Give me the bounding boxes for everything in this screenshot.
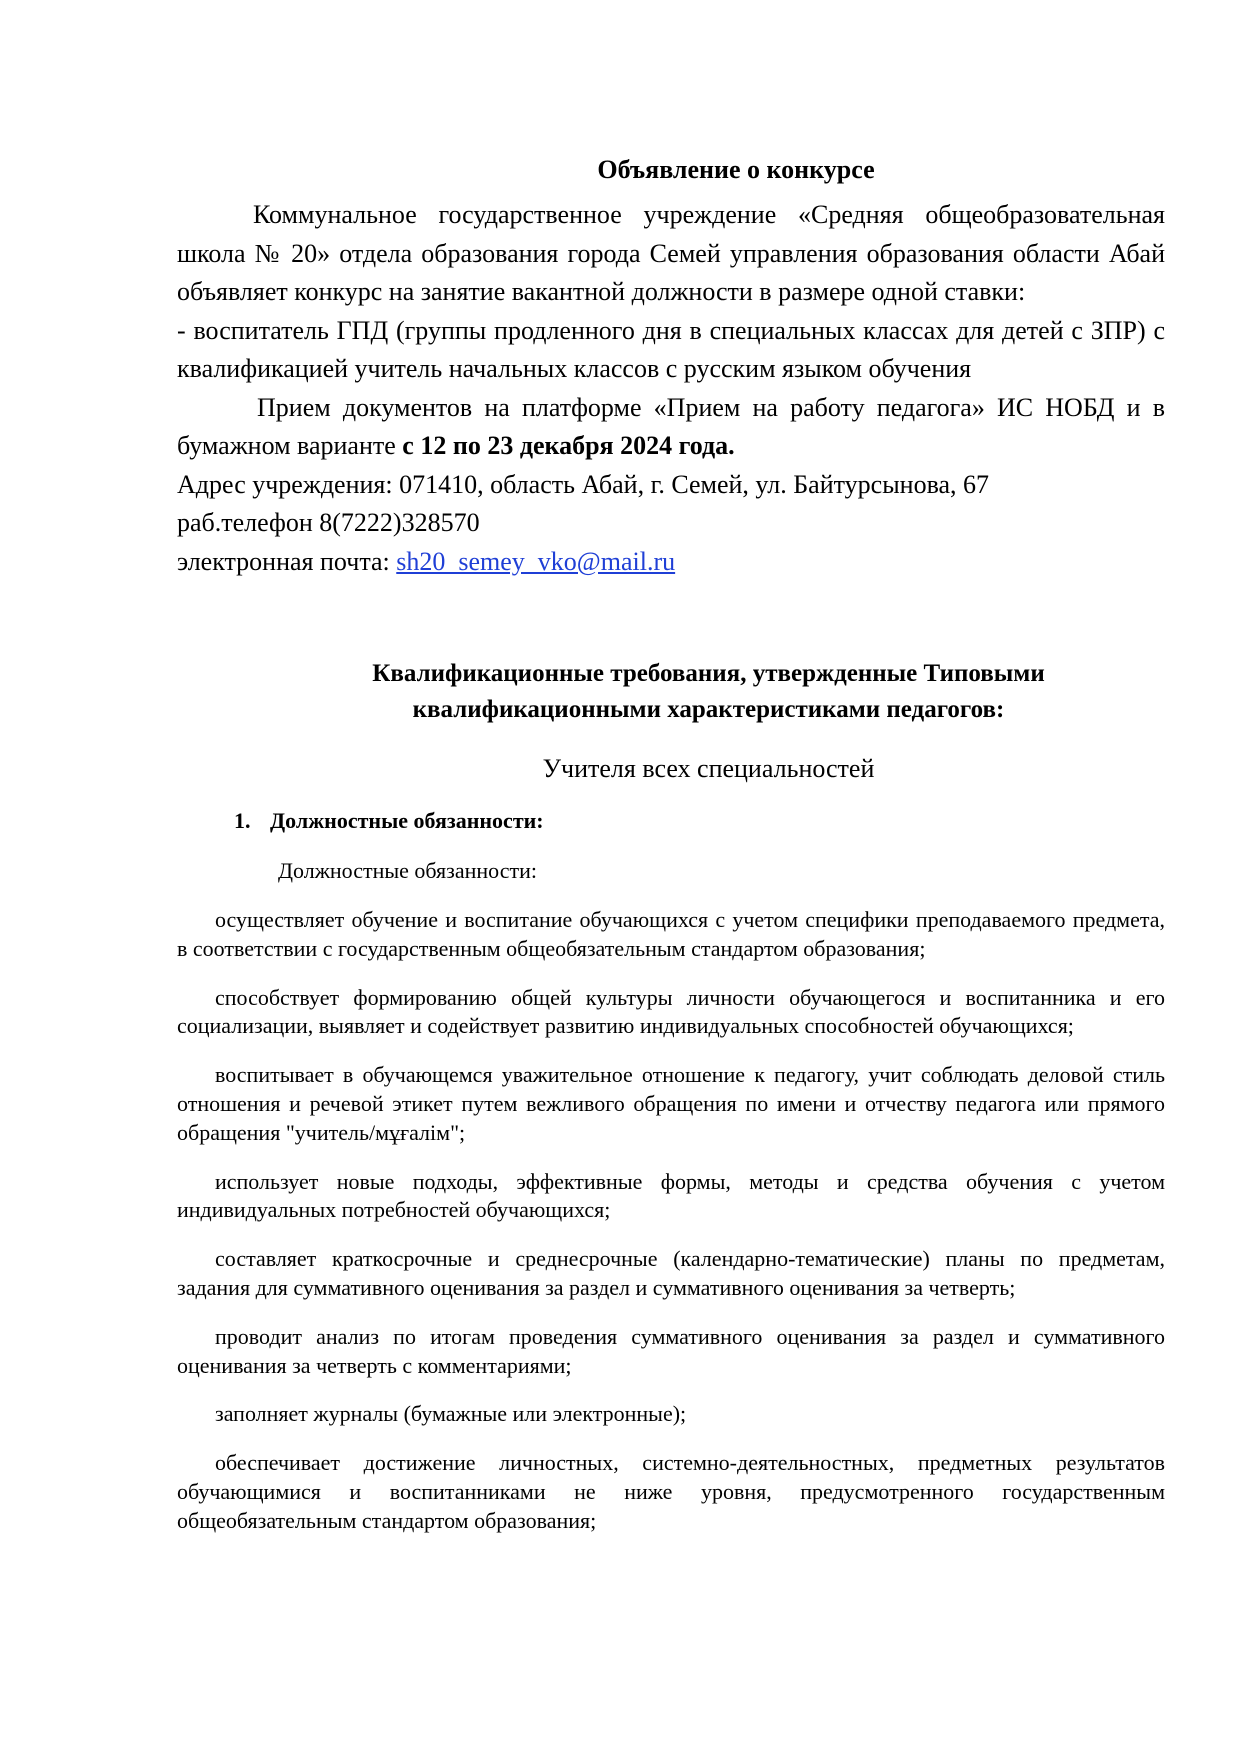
- duty-paragraph: воспитывает в обучающемся уважительное отношение к педагогу, учит соблюдать деловой стиль отношения и речевой этикет путем вежливого обращения по имени и отчеству педагога или прямого обращения "учитель/мұғалім";: [177, 1062, 1165, 1145]
- section-subheading: Должностные обязанности:: [278, 858, 537, 883]
- documents-text: Прием документов на платформе «Прием на работу педагога» ИС НОБД и в бумажном варианте: [177, 392, 1165, 460]
- documents-dates: с 12 по 23 декабря 2024 года.: [402, 431, 735, 460]
- documents-paragraph: [177, 389, 1165, 466]
- qualification-title: [177, 656, 1165, 728]
- section-number: 1.: [234, 808, 251, 833]
- duty-paragraph: заполняет журналы (бумажные или электронные);: [215, 1401, 687, 1427]
- section-heading: [234, 806, 1165, 836]
- section-title: Должностные обязанности:: [270, 808, 544, 833]
- duty-paragraph: осуществляет обучение и воспитание обучающихся с учетом специфики преподаваемого предмета, в соответствии с государственным общеобязательным стандартом образования;: [177, 907, 1165, 961]
- duty-paragraph: составляет краткосрочные и среднесрочные (календарно-тематические) планы по предметам, задания для суммативного оценивания за раздел и суммативного оценивания за четверть;: [177, 1246, 1165, 1300]
- email-link[interactable]: sh20_semey_vko@mail.ru: [396, 546, 676, 576]
- duty-paragraph: способствует формированию общей культуры личности обучающегося и воспитанника и его социализации, выявляет и содействует развитию индивидуальных способностей обучающихся;: [177, 984, 1165, 1039]
- qualification-title-line2: квалификационными характеристиками педагогов:: [412, 696, 1005, 723]
- document-page: [177, 150, 1165, 1536]
- phone-line: раб.телефон 8(7222)328570: [177, 508, 480, 537]
- announcement-paragraph: Коммунальное государственное учреждение «Средняя общеобразовательная школа № 20» отдела образования города Семей управления образования области Абай объявляет конкурс на занятие вакантной должности в размере одной ставки:: [177, 200, 1165, 306]
- email-line: [177, 543, 1165, 582]
- qualification-subtitle: Учителя всех специальностей: [542, 754, 875, 783]
- qualification-title-line1: Квалификационные требования, утвержденные Типовыми: [372, 660, 1045, 687]
- page-title: Объявление о конкурсе: [597, 155, 875, 184]
- address-line: Адрес учреждения: 071410, область Абай, г. Семей, ул. Байтурсынова, 67: [177, 469, 990, 499]
- duty-paragraph: проводит анализ по итогам проведения суммативного оценивания за раздел и суммативного оценивания за четверть с комментариями;: [177, 1323, 1165, 1378]
- duty-paragraph: обеспечивает достижение личностных, системно-деятельностных, предметных результатов обучающимися и воспитанниками не ниже уровня, предусмотренного государственным общеобязательным стандартом образования;: [177, 1450, 1165, 1533]
- duty-paragraph: использует новые подходы, эффективные формы, методы и средства обучения с учетом индивидуальных потребностей обучающихся;: [177, 1168, 1165, 1223]
- vacancy-paragraph: - воспитатель ГПД (группы продленного дня в специальных классах для детей с ЗПР) с квалификацией учитель начальных классов с русским языком обучения: [177, 315, 1165, 383]
- email-label: электронная почта:: [177, 546, 397, 576]
